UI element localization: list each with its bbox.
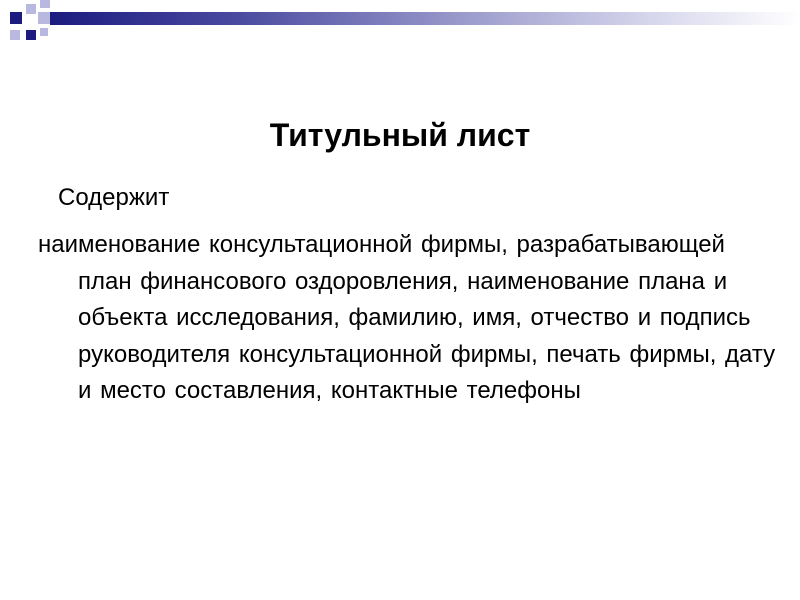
decor-square-lavender [38,12,50,24]
slide-header-decoration [0,0,800,50]
decor-square-lavender [10,30,20,40]
decor-square-navy [26,30,36,40]
decor-square-lavender [40,0,50,8]
slide-body-text: наименование консультационной фирмы, разрабатывающей план финансового оздоровления, наименование плана и объекта исследования, фамилию, имя, отчество и подпись руководителя консультационной фирмы, печать фирмы, дату и место составления, контактные телефоны [38,231,776,404]
slide-subheading: Содержит [58,184,170,211]
decor-square-lavender [26,4,36,14]
slide-title: Титульный лист [269,117,531,153]
decor-square-navy [10,12,22,24]
header-gradient-bar [50,12,800,25]
decor-square-lavender [40,28,48,36]
